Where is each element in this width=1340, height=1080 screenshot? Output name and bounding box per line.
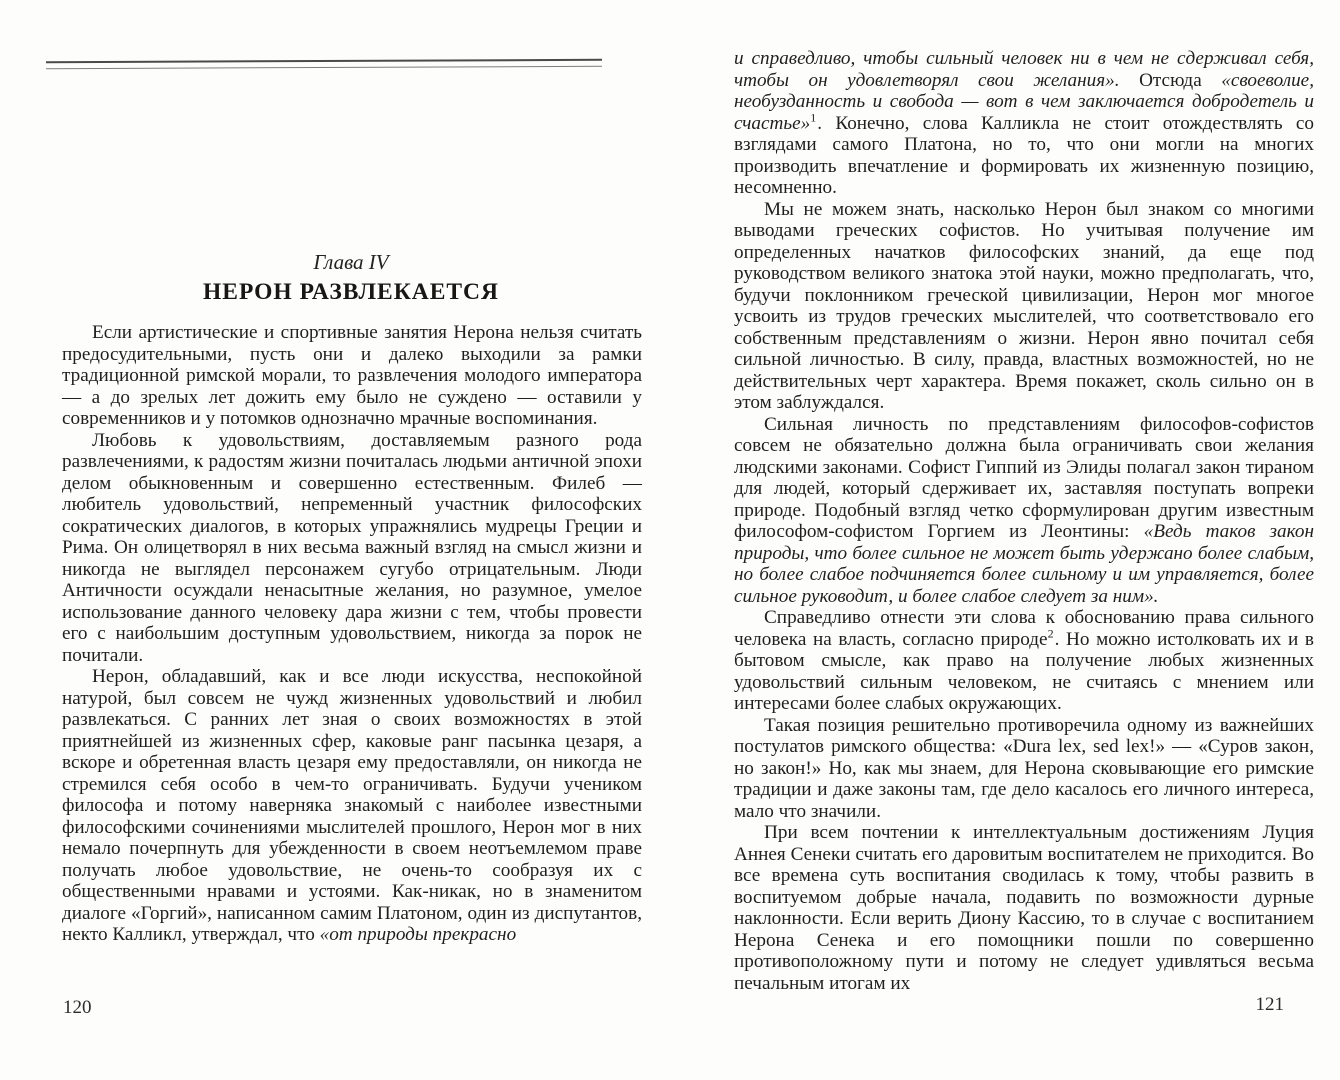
paragraph bbox=[734, 199, 1314, 414]
text-segment: «Ведь таков закон природы, что более сильное не может быть удержано более слабым, но более слабое подчиняется более сильному и им управляется, более сильное руководит, и более слабое следует за ним». bbox=[734, 521, 1314, 607]
text-segment: Мы не можем знать, насколько Нерон был знаком со многими выводами греческих софистов. Но учитывая получение им определенных начатков философских знаний, да еще под руководством великого знатока этой науки, можно предполагать, что, будучи поклонником греческой цивилизации, Нерон мог многое усвоить из трудов греческих мыслителей, что соответствовало его собственным представлениям о жизни. Нерон явно почитал себя сильной личностью. В силу, правда, властных возможностей, но не действительных черт характера. Время покажет, сколь сильно он в этом заблуждался. bbox=[734, 198, 1314, 413]
text-segment: «своеволие, необузданность и свобода — вот в чем заключается добродетель и счастье» bbox=[734, 69, 1314, 134]
text-segment: Если артистические и спортивные занятия Нерона нельзя считать предосудительными, пусть они и далеко выходили за рамки традиционной римской морали, то развлечения молодого императора — а до зрелых лет дожить ему было не суждено — оставили у современников и у потомков однозначно мрачные воспоминания. bbox=[62, 322, 642, 429]
paragraph bbox=[734, 414, 1314, 608]
header-rule bbox=[46, 59, 602, 69]
right-page-text bbox=[734, 48, 1314, 994]
chapter-heading bbox=[62, 250, 640, 305]
text-segment: Любовь к удовольствиям, доставляемым разного рода развлечениями, к радостям жизни почиталась людьми античной эпохи делом обыкновенным и совершенно естественным. Филеб — любитель удовольствий, непременный участник философских сократических диалогов, в которых упражнялись мудрецы Греции и Рима. Он олицетворял в них весьма важный взгляд на смысл жизни и никогда не выглядел персонажем сугубо отрицательным. Люди Античности осуждали ненасытные желания, но разумное, умелое использование данного человеку дара жизни с тем, чтобы провести его с наибольшим доступным удовольствием, никогда за порок не почитали. bbox=[62, 429, 642, 666]
paragraph bbox=[62, 322, 642, 430]
footnote-reference: 1 bbox=[810, 110, 818, 125]
text-segment: . Конечно, слова Калликла не стоит отождествлять со взглядами самого Платона, но то, что они могли на многих производить впечатление и формировать их жизненную позицию, несомненно. bbox=[734, 112, 1314, 198]
chapter-title: НЕРОН РАЗВЛЕКАЕТСЯ bbox=[202, 279, 499, 305]
text-segment: При всем почтении к интеллектуальным достижениям Луция Аннея Сенеки считать его даровитым воспитателем не приходится. Во все времена суть воспитания сводилась к тому, чтобы развить в воспитуемом добрые начала, подавить по возможности дурные наклонности. Если верить Диону Кассию, то в случае с воспитанием Нерона Сенека и его помощники пошли по совершенно противоположному пути и потому не следует удивляться весьма печальным итогам их bbox=[734, 822, 1314, 994]
page-number-right: 121 bbox=[1255, 994, 1284, 1015]
paragraph bbox=[734, 822, 1314, 994]
chapter-label: Глава IV bbox=[313, 250, 389, 274]
text-segment: и справедливо, чтобы сильный человек ни в чем не сдерживал себя, чтобы он удовлетворял свои желания». bbox=[734, 48, 1314, 91]
paragraph bbox=[734, 715, 1314, 823]
text-segment: Такая позиция решительно противоречила одному из важнейших постулатов римского общества: «Dura lex, sed lex!» — «Суров закон, но закон!» Но, как мы знаем, для Нерона сковывающие его римские традиции и даже законы там, где дело касалось его личного интереса, мало что значили. bbox=[734, 714, 1314, 822]
text-segment: Справедливо отнести эти слова к обоснованию права сильного человека на власть, согласно природе bbox=[734, 607, 1314, 650]
left-page-text bbox=[62, 322, 642, 946]
text-segment: «от природы прекрасно bbox=[319, 924, 517, 945]
paragraph bbox=[62, 666, 642, 946]
paragraph bbox=[734, 48, 1314, 199]
paragraph bbox=[734, 607, 1314, 715]
text-segment: Отсюда bbox=[1119, 69, 1222, 91]
page-number-left: 120 bbox=[63, 997, 92, 1018]
paragraph bbox=[62, 430, 642, 667]
text-segment: . Но можно истолковать их и в бытовом смысле, как право на получение любых жизненных удовольствий сильным человеком, не считаясь с мнением или интересами более слабых окружающих. bbox=[734, 628, 1314, 714]
text-segment: Сильная личность по представлениям философов-софистов совсем не обязательно должна была ограничивать свои желания людскими законами. Софист Гиппий из Элиды полагал закон тираном для людей, который сдерживает их, заставляя поступать вопреки природе. Подобный взгляд четко сформулирован другим известным философом-софистом Горгием из Леонтины: bbox=[734, 413, 1314, 542]
footnote-reference: 2 bbox=[1047, 626, 1055, 641]
text-segment: Нерон, обладавший, как и все люди искусства, неспокойной натурой, был совсем не чужд жизненных удовольствий и любил развлекаться. С ранних лет зная о своих возможностях в этой приятнейшей из жизненных сфер, каковые ранг пасынка цезаря, а вскоре и обретенная власть цезаря ему предоставляли, он никогда не стремился себя особо в чем-то ограничивать. Будучи учеником философа и потому наверняка знакомый с наиболее известными философскими сочинениями мыслителей прошлого, Нерон мог в них немало почерпнуть для убежденности в своем неотъемлемом праве получать любое удовольствие, не очень-то сообразуя их с общественными нравами и устоями. Как-никак, но в знаменитом диалоге «Горгий», написанном самим Платоном, один из диспутантов, некто Калликл, утверждал, что bbox=[62, 666, 642, 945]
